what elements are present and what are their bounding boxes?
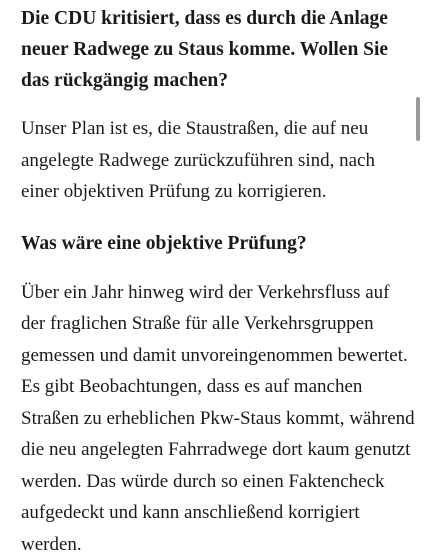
interview-question-2: Was wäre eine objektive Prüfung? [21,228,417,259]
interview-answer-1: Unser Plan ist es, die Staustraßen, die auf neu angelegte Radwege zurückzuführen sind, nach einer objektiven Prüfung zu korrigieren. [21,113,417,208]
scrollbar-thumb[interactable] [416,97,420,141]
interview-answer-2: Über ein Jahr hinweg wird der Verkehrsfluss auf der fraglichen Straße für alle Verkehrsgruppen gemessen und damit unvoreingenommen bewertet. Es gibt Beobachtungen, dass es auf manchen Straßen zu erheblichen Pkw-Staus kommt, während die neu angelegten Fahrradwege dort kaum genutzt werden. Das würde durch so einen Faktencheck aufgedeckt und kann anschließend korrigiert werden. [21,277,417,560]
interview-question-1: Die CDU kritisiert, dass es durch die Anlage neuer Radwege zu Staus komme. Wollen Sie das rückgängig machen? [21,0,417,96]
